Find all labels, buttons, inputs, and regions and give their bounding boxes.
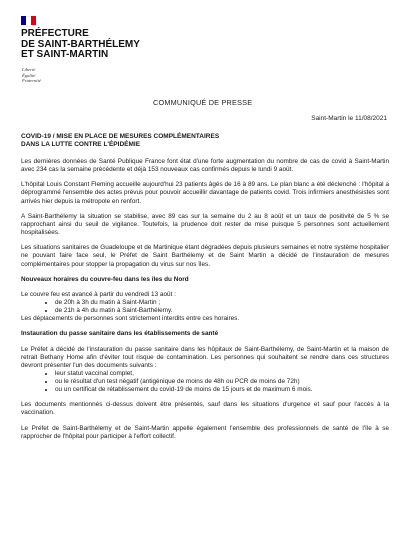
appeal-paragraph: Le Préfet de Saint-Barthélemy et de Saint-Martin appelle également l'ensemble des professionnels de santé de l'île à se rapprocher de l'hôpital pour participer à l'effort collectif. bbox=[21, 424, 389, 440]
list-item: • de 20h à 3h du matin à Saint-Martin ; bbox=[55, 299, 389, 307]
curfew-outro: Les déplacements de personnes sont strictement interdits entre ces horaires. bbox=[21, 315, 240, 323]
release-date: Saint-Martin le 11/08/2021 bbox=[311, 115, 387, 122]
prefecture-line: DE SAINT-BARTHÉLEMY bbox=[21, 38, 140, 50]
paragraph-case-data: Les dernières données de Santé Publique France font état d'une forte augmentation du nombre de cas de covid à Saint-Martin avec 234 cas la semaine précédente et déjà 153 nouveaux cas confirmés depuis le lundi 9 août. bbox=[21, 158, 389, 174]
prefecture-line: ET SAINT-MARTIN bbox=[21, 49, 109, 60]
motto-line: Égalité bbox=[22, 72, 36, 78]
paragraph-saint-barthelemy: A Saint-Barthélemy la situation se stabilise, avec 89 cas sur la semaine du 2 au 8 août et un taux de positivité de 5 % se rapprochant ainsi du seuil de vigilance. Toutefois, la prudence doit rester de mise puisque 5 personnes sont actuellement hospitalisées. bbox=[21, 212, 389, 237]
motto-line: Liberté bbox=[22, 67, 36, 72]
list-item: • ou le résultat d'un test négatif (antigénique de moins de 48h ou PCR de moins de 72h) bbox=[55, 378, 389, 386]
communique-label: COMMUNIQUÉ DE PRESSE bbox=[153, 98, 253, 107]
documents-paragraph: Les documents mentionnés ci-dessus doivent être présentés, sauf dans les situations d'urgence et sauf pour l'accès à la vaccination. bbox=[21, 401, 389, 417]
list-item: • ou un certificat de rétablissement du covid-19 de moins de 15 jours et de maximum 6 mois. bbox=[55, 386, 389, 394]
paragraph-measures: Les situations sanitaires de Guadeloupe et de Martinique étant dégradées depuis plusieurs semaines et notre système hospitalier ne pouvant faire face seul, le Préfet de Saint Barthélemy et de Saint Martin a décidé de l'instauration de mesures complémentaires pour stopper la propagation du virus sur nos îles. bbox=[21, 244, 389, 268]
title-line: DANS LA LUTTE CONTRE L'ÉPIDÉMIE bbox=[21, 141, 141, 148]
curfew-list bbox=[21, 299, 389, 315]
republic-motto bbox=[22, 67, 41, 84]
french-flag-logo bbox=[21, 16, 36, 25]
flag-red-stripe bbox=[31, 16, 36, 25]
motto-line: Fraternité bbox=[22, 78, 41, 84]
document-title bbox=[21, 133, 391, 149]
prefecture-line: PRÉFECTURE bbox=[21, 28, 89, 39]
health-pass-intro: Le Préfet a décidé de l'instauration du passe sanitaire dans les hôpitaux de Saint-Barthélemy, de Saint-Martin et la maison de retrait Bethany Home afin d'éviter tout risque de contamination. Les personnes qui souhaitent se rendre dans ces structures devront présenter l'un des documents suivants : bbox=[21, 345, 389, 369]
paragraph-hospital: L'hôpital Louis Constant Fleming accueille aujourd'hui 23 patients âgés de 16 à 89 ans. Le plan blanc a été déclenché : l'hôpital a déprogrammé l'ensemble des actes prévus pour pouvoir accueillir davantage de patients covid. Trois infirmiers anesthésistes sont arrivés hier depuis la métropole en renfort. bbox=[21, 181, 389, 205]
health-pass-list bbox=[21, 370, 389, 394]
list-item: • de 21h à 4h du matin à Saint-Barthélemy. bbox=[55, 307, 389, 315]
list-item: • leur statut vaccinal complet, bbox=[55, 370, 389, 378]
curfew-intro: Le couvre feu est avancé à partir du vendredi 13 août : bbox=[21, 290, 176, 298]
title-line: COVID-19 / MISE EN PLACE DE MESURES COMPLÉMENTAIRES bbox=[21, 133, 220, 140]
prefecture-name bbox=[21, 29, 241, 61]
health-pass-heading: Instauration du passe sanitaire dans les établissements de santé bbox=[21, 330, 219, 338]
document-body bbox=[21, 158, 389, 448]
curfew-heading: Nouveaux horaires du couvre-feu dans les îles du Nord bbox=[21, 275, 189, 283]
